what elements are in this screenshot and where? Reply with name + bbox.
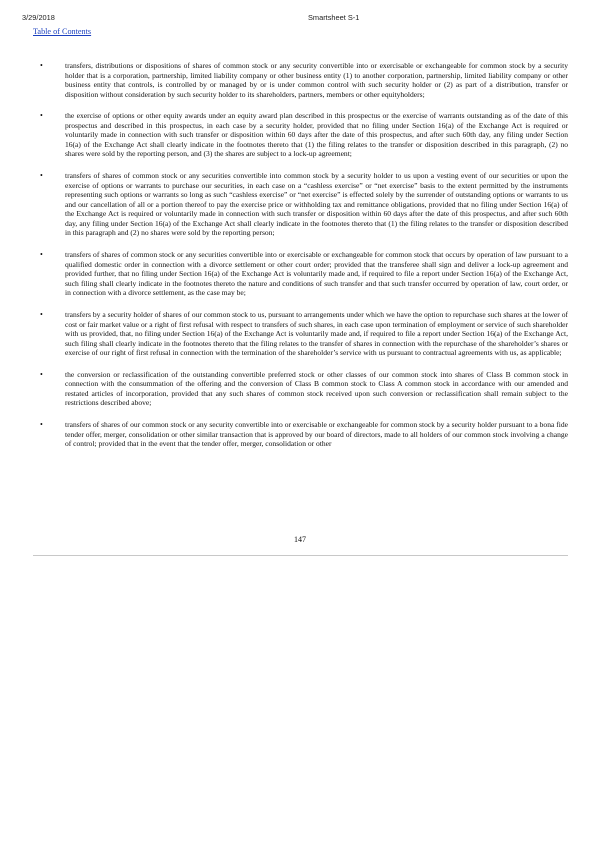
- list-item: [40, 370, 568, 408]
- bullet-icon: •: [40, 369, 43, 379]
- bullet-icon: •: [40, 111, 43, 121]
- page-number: 147: [294, 535, 306, 544]
- list-item: [40, 250, 568, 298]
- bullet-icon: •: [40, 61, 43, 70]
- page-divider: [33, 555, 568, 556]
- list-item: [40, 61, 568, 99]
- list-item-text: the exercise of options or other equity awards under an equity award plan described in this prospectus or the exercise of warrants outstanding as of the date of this prospectus and described in this prospectus, in each case by a security holder, provided that no filing under Section 16(a) of the Exchange Act is required or voluntarily made in connection with such transfer or disposition within 60 days after the date of this prospectus, and after such 60th day, any filing under Section 16(a) of the Exchange Act shall clearly indicate in the footnotes thereto that (1) the filing relates to the transfer or disposition described in this paragraph, (2) no shares were sold by the reporting person, and (3) the shares are subject to a lock-up agreement;: [65, 111, 568, 159]
- list-item-text: transfers of shares of common stock or any securities convertible into or exercisable or exchangeable for common stock that occurs by operation of law pursuant to a qualified domestic order in connection with a divorce settlement or other court order; provided that the transferee shall sign and deliver a lock-up agreement and provided further, that no filing under Section 16(a) of the Exchange Act is voluntarily made and, if required to file a report under Section 16(a) of the Exchange Act, such filing shall clearly indicate in the footnotes thereto the nature and conditions of such transfer and that such transfer occurred by operation of law, court order, or in connection with a divorce settlement, as the case may be;: [65, 250, 568, 298]
- print-date: 3/29/2018: [22, 13, 55, 22]
- list-item-text: the conversion or reclassification of the outstanding convertible preferred stock or other classes of our common stock into shares of Class B common stock in connection with the consummation of the offering and the conversion of Class B common stock to Class A common stock in accordance with our amended and restated articles of incorporation, provided that any such shares of common stock received upon such conversion or reclassification shall remain subject to the restrictions described above;: [65, 369, 568, 408]
- list-item: [40, 310, 568, 358]
- table-of-contents-link[interactable]: Table of Contents: [33, 27, 92, 36]
- list-item: [40, 111, 568, 159]
- list-item-text: transfers of shares of common stock or any securities convertible into common stock by a security holder to us upon a vesting event of our securities or upon the exercise of options or warrants to purchase our securities, in each case on a “cashless exercise” or “net exercise” basis to the extent permitted by the instruments representing such options or warrants so long as such “cashless exercise” or “net exercise” is effected solely by the surrender of outstanding options or warrants to us and our cancellation of all or a portion thereof to pay the exercise price or withholding tax and remittance obligations, provided that no filing under Section 16(a) of the Exchange Act is required or voluntarily made in connection with such transfer or disposition within 60 days after the date of this prospectus, and after such 60th day, any filing under Section 16(a) of the Exchange Act shall clearly indicate in the footnotes thereto that (1) the filing relates to the transfer or disposition described in this paragraph and (2) no shares were sold by the reporting person;: [65, 171, 568, 238]
- document-title: Smartsheet S-1: [308, 13, 360, 22]
- bullet-list: [40, 61, 568, 461]
- list-item: [40, 171, 568, 238]
- list-item: [40, 420, 568, 449]
- list-item-text: transfers of shares of our common stock or any security convertible into or exercisable or exchangeable for common stock by a security holder pursuant to a bona fide tender offer, merger, consolidation or other similar transaction that is approved by our board of directors, made to all holders of our common stock involving a change of control; provided that in the event that the tender offer, merger, consolidation or other: [65, 420, 568, 449]
- bullet-icon: •: [40, 310, 43, 320]
- bullet-icon: •: [40, 250, 43, 260]
- bullet-icon: •: [40, 420, 43, 430]
- bullet-icon: •: [40, 171, 43, 181]
- list-item-text: transfers by a security holder of shares of our common stock to us, pursuant to arrangements under which we have the option to repurchase such shares at the lower of cost or fair market value or a right of first refusal with respect to transfers of such shares, in each case upon termination of employment or service of such shareholder with us provided, that, no filing under Section 16(a) of the Exchange Act is voluntarily made and, if required to file a report under Section 16(a) of the Exchange Act, such filing shall clearly indicate in the footnotes thereto that the filing relates to the transfer of shares in connection with the repurchase of the shareholder’s shares or exercise of our right of first refusal in connection with the termination of the shareholder’s service with us pursuant to contractual agreements with us, as applicable;: [65, 310, 568, 358]
- list-item-text: transfers, distributions or dispositions of shares of common stock or any security convertible into or exercisable or exchangeable for common stock by a security holder that is a corporation, partnership, limited liability company or other business entity (1) to another corporation, partnership, limited liability company or other business entity that controls, is controlled by or managed by or is under common control with such security holder or (2) as part of a distribution, transfer or disposition without consideration by such security holder to its shareholders, partners, members or other equityholders;: [65, 61, 568, 99]
